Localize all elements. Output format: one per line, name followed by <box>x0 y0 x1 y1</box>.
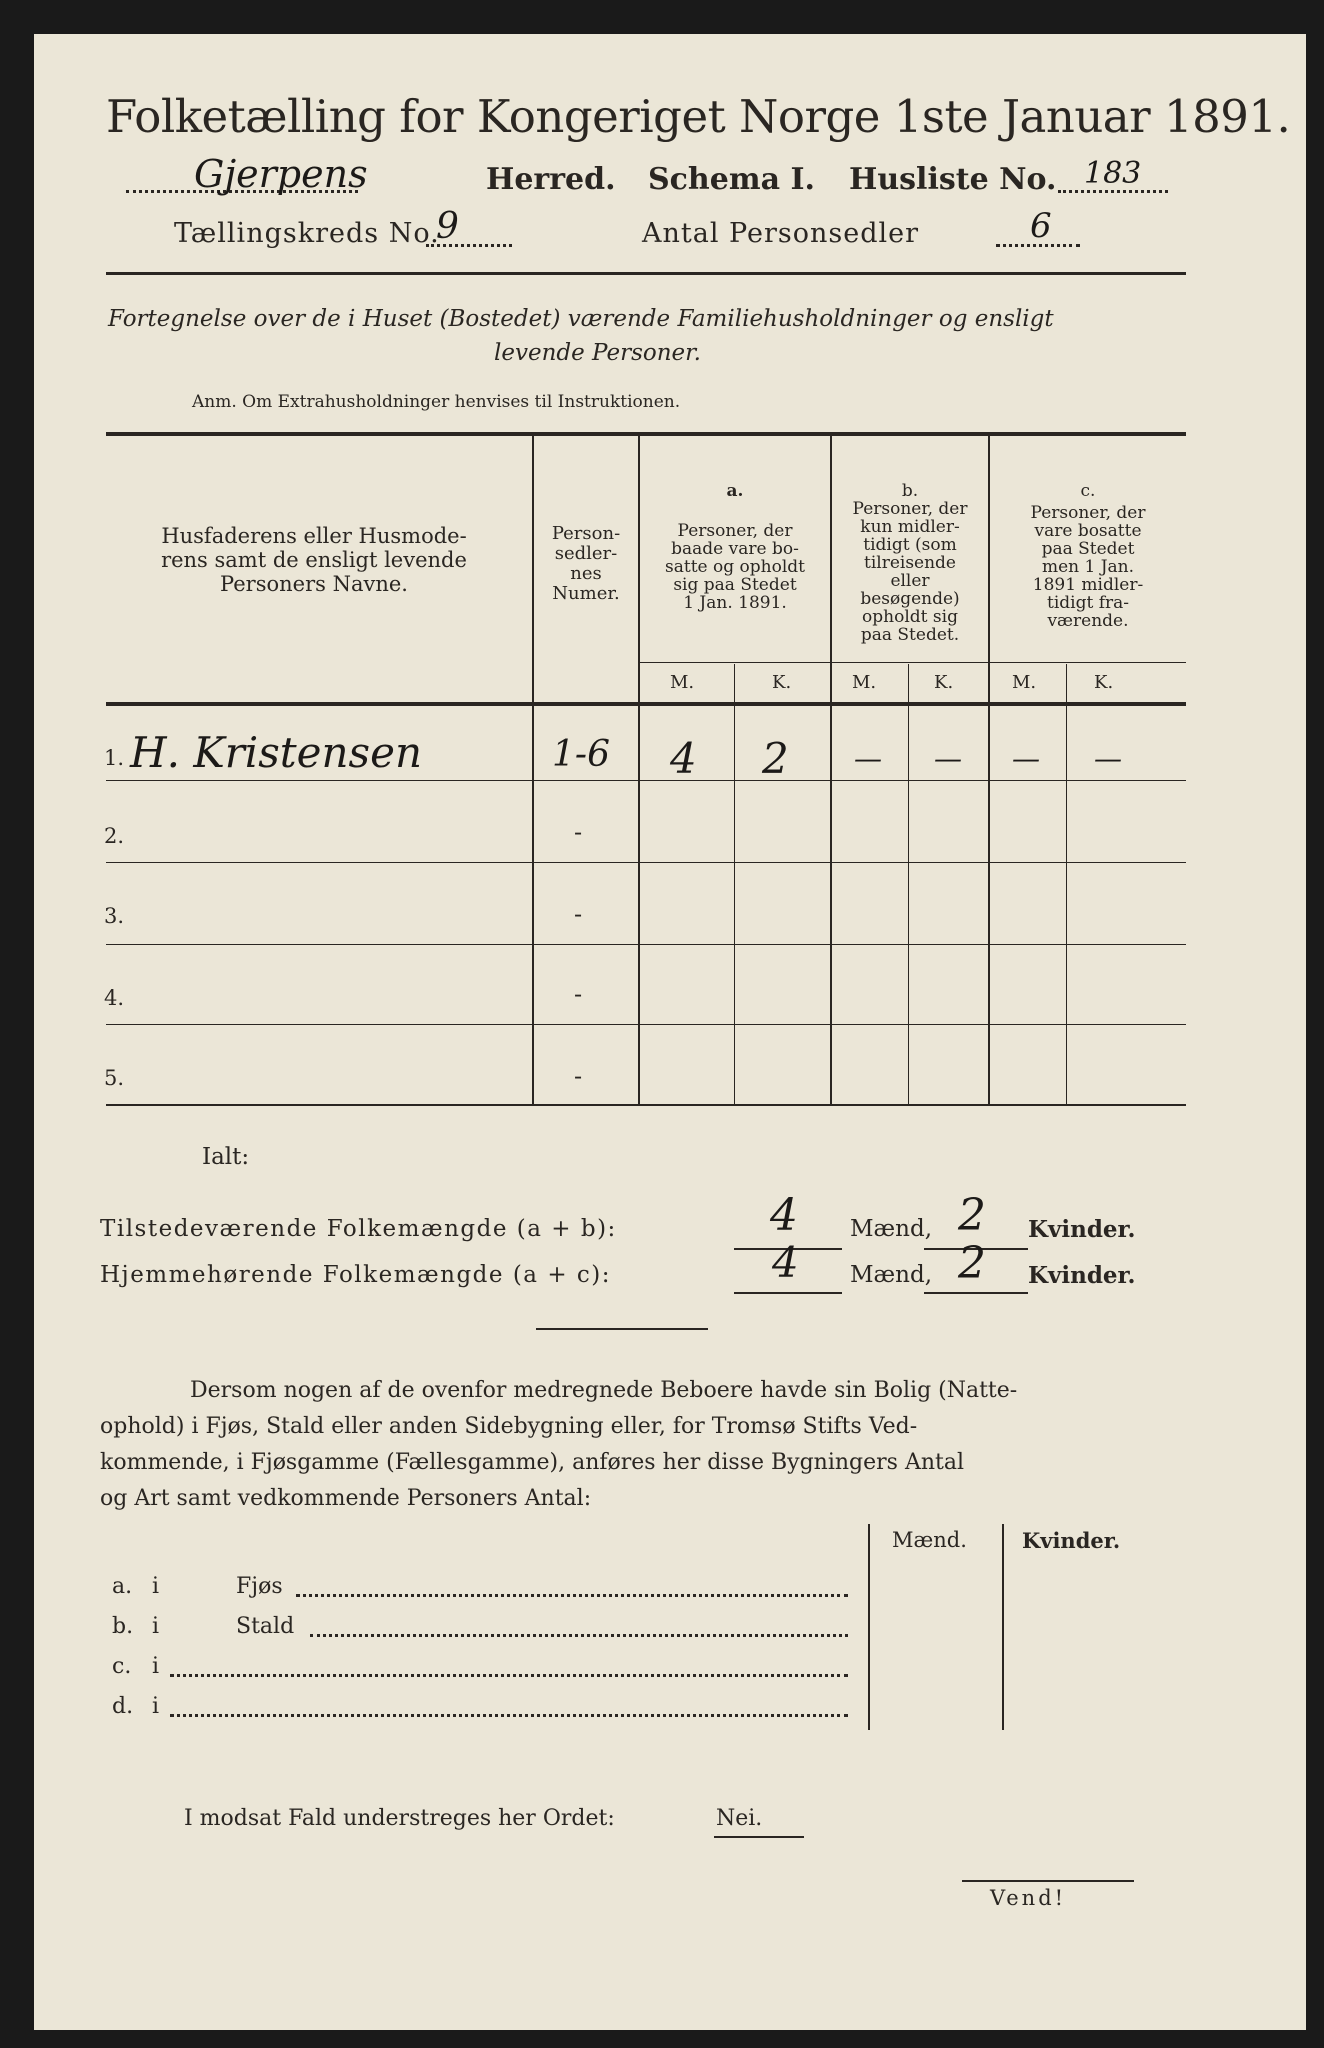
tilstede-label: Tilstedeværende Folkemængde (a + b): <box>100 1216 617 1242</box>
table-row-5-num: - <box>574 1062 583 1090</box>
buildings-row-b-letter: b. <box>112 1614 134 1639</box>
hjemme-m-underline <box>734 1292 842 1294</box>
buildings-row-b-label: Stald <box>236 1614 295 1639</box>
hjemme-k-value: 2 <box>958 1238 986 1289</box>
herred-value: Gjerpens <box>194 152 368 196</box>
buildings-divider-2 <box>1002 1524 1004 1730</box>
section-separator <box>536 1328 708 1330</box>
table-top-rule <box>106 432 1186 436</box>
buildings-row-b-i: i <box>152 1614 160 1639</box>
table-row-1-a-k: 2 <box>762 734 789 783</box>
col-a-header: a. Personer, der baade vare bo- satte og opholdt sig paa Stedet 1 Jan. 1891. <box>665 481 805 613</box>
buildings-row-b-dots <box>310 1634 848 1637</box>
table-row-1-b-m: — <box>854 742 882 775</box>
kreds-value: 9 <box>436 206 459 247</box>
nei-word: Nei. <box>716 1806 763 1831</box>
b-k-label: K. <box>934 672 954 693</box>
col-name-line-2: rens samt de ensligt levende <box>161 548 467 572</box>
table-row-3-num: - <box>574 900 583 928</box>
table-sub-divider-c <box>1066 664 1067 1104</box>
buildings-para-4: og Art samt vedkommende Personers Antal: <box>100 1486 592 1511</box>
tilstede-m-value: 4 <box>770 1190 798 1241</box>
b-m-label: M. <box>852 672 877 693</box>
nei-underline <box>714 1836 804 1838</box>
buildings-row-c-dots <box>170 1674 848 1677</box>
buildings-row-a-dots <box>296 1594 848 1597</box>
anm-note: Anm. Om Extrahusholdninger henvises til Instruktionen. <box>192 392 681 412</box>
header-divider <box>106 272 1186 275</box>
nei-instruction: I modsat Fald understreges her Ordet: <box>184 1806 615 1831</box>
table-row-5-number: 5. <box>104 1066 125 1090</box>
table-bottom-rule <box>106 1104 1186 1106</box>
row-1-line <box>106 780 1186 781</box>
col-b-header: b. Personer, der kun midler- tidigt (som tilreisende eller besøgende) opholdt sig paa Stedet. <box>852 481 968 645</box>
mk-header-rule <box>638 662 1186 663</box>
husliste-label: Husliste No. <box>849 162 1057 197</box>
vend-label: Vend! <box>990 1886 1067 1910</box>
tilstede-maend: Mænd, <box>850 1216 933 1242</box>
a-m-label: M. <box>670 672 695 693</box>
c-k-label: K. <box>1094 672 1114 693</box>
table-row-2-number: 2. <box>104 824 125 848</box>
table-row-4-number: 4. <box>104 986 125 1010</box>
table-divider-1 <box>532 436 534 1104</box>
form-title: Folketælling for Kongeriget Norge 1ste Januar 1891. <box>106 90 1291 143</box>
personsedler-value: 6 <box>1030 206 1052 246</box>
table-row-4-num: - <box>574 980 583 1008</box>
table-row-3-number: 3. <box>104 904 125 928</box>
buildings-row-c-i: i <box>152 1654 160 1679</box>
a-k-label: K. <box>772 672 792 693</box>
intro-line-1: Fortegnelse over de i Huset (Bostedet) værende Familiehusholdninger og ensligt <box>108 306 1054 332</box>
vend-rule <box>962 1880 1134 1882</box>
table-row-1-num: 1-6 <box>552 734 610 775</box>
husliste-value: 183 <box>1084 156 1142 191</box>
census-form-page <box>34 34 1306 2030</box>
c-m-label: M. <box>1012 672 1037 693</box>
row-3-line <box>106 944 1186 945</box>
table-row-1-name: H. Kristensen <box>130 728 423 777</box>
intro-line-2: levende Personer. <box>494 340 701 366</box>
col-name-header: Husfaderens eller Husmode- rens samt de ensligt levende Personers Navne. <box>161 524 467 596</box>
table-row-1-b-k: — <box>934 742 962 775</box>
herred-label: Herred. <box>486 162 616 197</box>
buildings-row-c-letter: c. <box>112 1654 132 1679</box>
buildings-divider-1 <box>868 1524 870 1730</box>
personsedler-label: Antal Personsedler <box>642 218 920 249</box>
table-row-1-a-m: 4 <box>670 734 697 783</box>
tilstede-kvinder: Kvinder. <box>1028 1216 1136 1243</box>
hjemme-maend: Mænd, <box>850 1262 933 1288</box>
buildings-col-kvinder: Kvinder. <box>1022 1528 1121 1553</box>
col-num-header: Person- sedler- nes Numer. <box>551 523 621 604</box>
table-row-1-number: 1. <box>104 746 125 770</box>
row-4-line <box>106 1024 1186 1025</box>
buildings-row-d-dots <box>170 1714 848 1717</box>
buildings-para-1: Dersom nogen af de ovenfor medregnede Beboere havde sin Bolig (Natte- <box>190 1378 1018 1403</box>
table-row-1-c-k: — <box>1094 742 1122 775</box>
table-sub-divider-b <box>908 664 909 1104</box>
buildings-row-a-label: Fjøs <box>236 1574 283 1599</box>
table-sub-divider-a <box>734 664 735 1104</box>
buildings-para-2: ophold) i Fjøs, Stald eller anden Sidebygning eller, for Tromsø Stifts Ved- <box>100 1414 918 1439</box>
hjemme-label: Hjemmehørende Folkemængde (a + c): <box>100 1262 611 1288</box>
buildings-row-a-letter: a. <box>112 1574 133 1599</box>
tilstede-k-value: 2 <box>958 1190 986 1241</box>
hjemme-m-value: 4 <box>772 1238 799 1287</box>
kreds-label: Tællingskreds No. <box>174 218 440 249</box>
schema-label: Schema I. <box>648 162 815 197</box>
table-row-2-num: - <box>574 818 583 846</box>
table-row-1-c-m: — <box>1012 742 1040 775</box>
hjemme-kvinder: Kvinder. <box>1028 1262 1136 1289</box>
buildings-row-d-i: i <box>152 1694 160 1719</box>
table-header-bottom-rule <box>106 702 1186 706</box>
col-c-header: c. Personer, der vare bosatte paa Stedet men 1 Jan. 1891 midler- tidigt fra- værende. <box>1030 481 1146 631</box>
hjemme-k-underline <box>924 1292 1028 1294</box>
buildings-para-3: kommende, i Fjøsgamme (Fællesgamme), anføres her disse Bygningers Antal <box>100 1450 964 1475</box>
ialt-label: Ialt: <box>202 1144 250 1170</box>
row-2-line <box>106 862 1186 863</box>
buildings-col-maend: Mænd. <box>892 1528 967 1552</box>
buildings-row-d-letter: d. <box>112 1694 134 1719</box>
buildings-row-a-i: i <box>152 1574 160 1599</box>
